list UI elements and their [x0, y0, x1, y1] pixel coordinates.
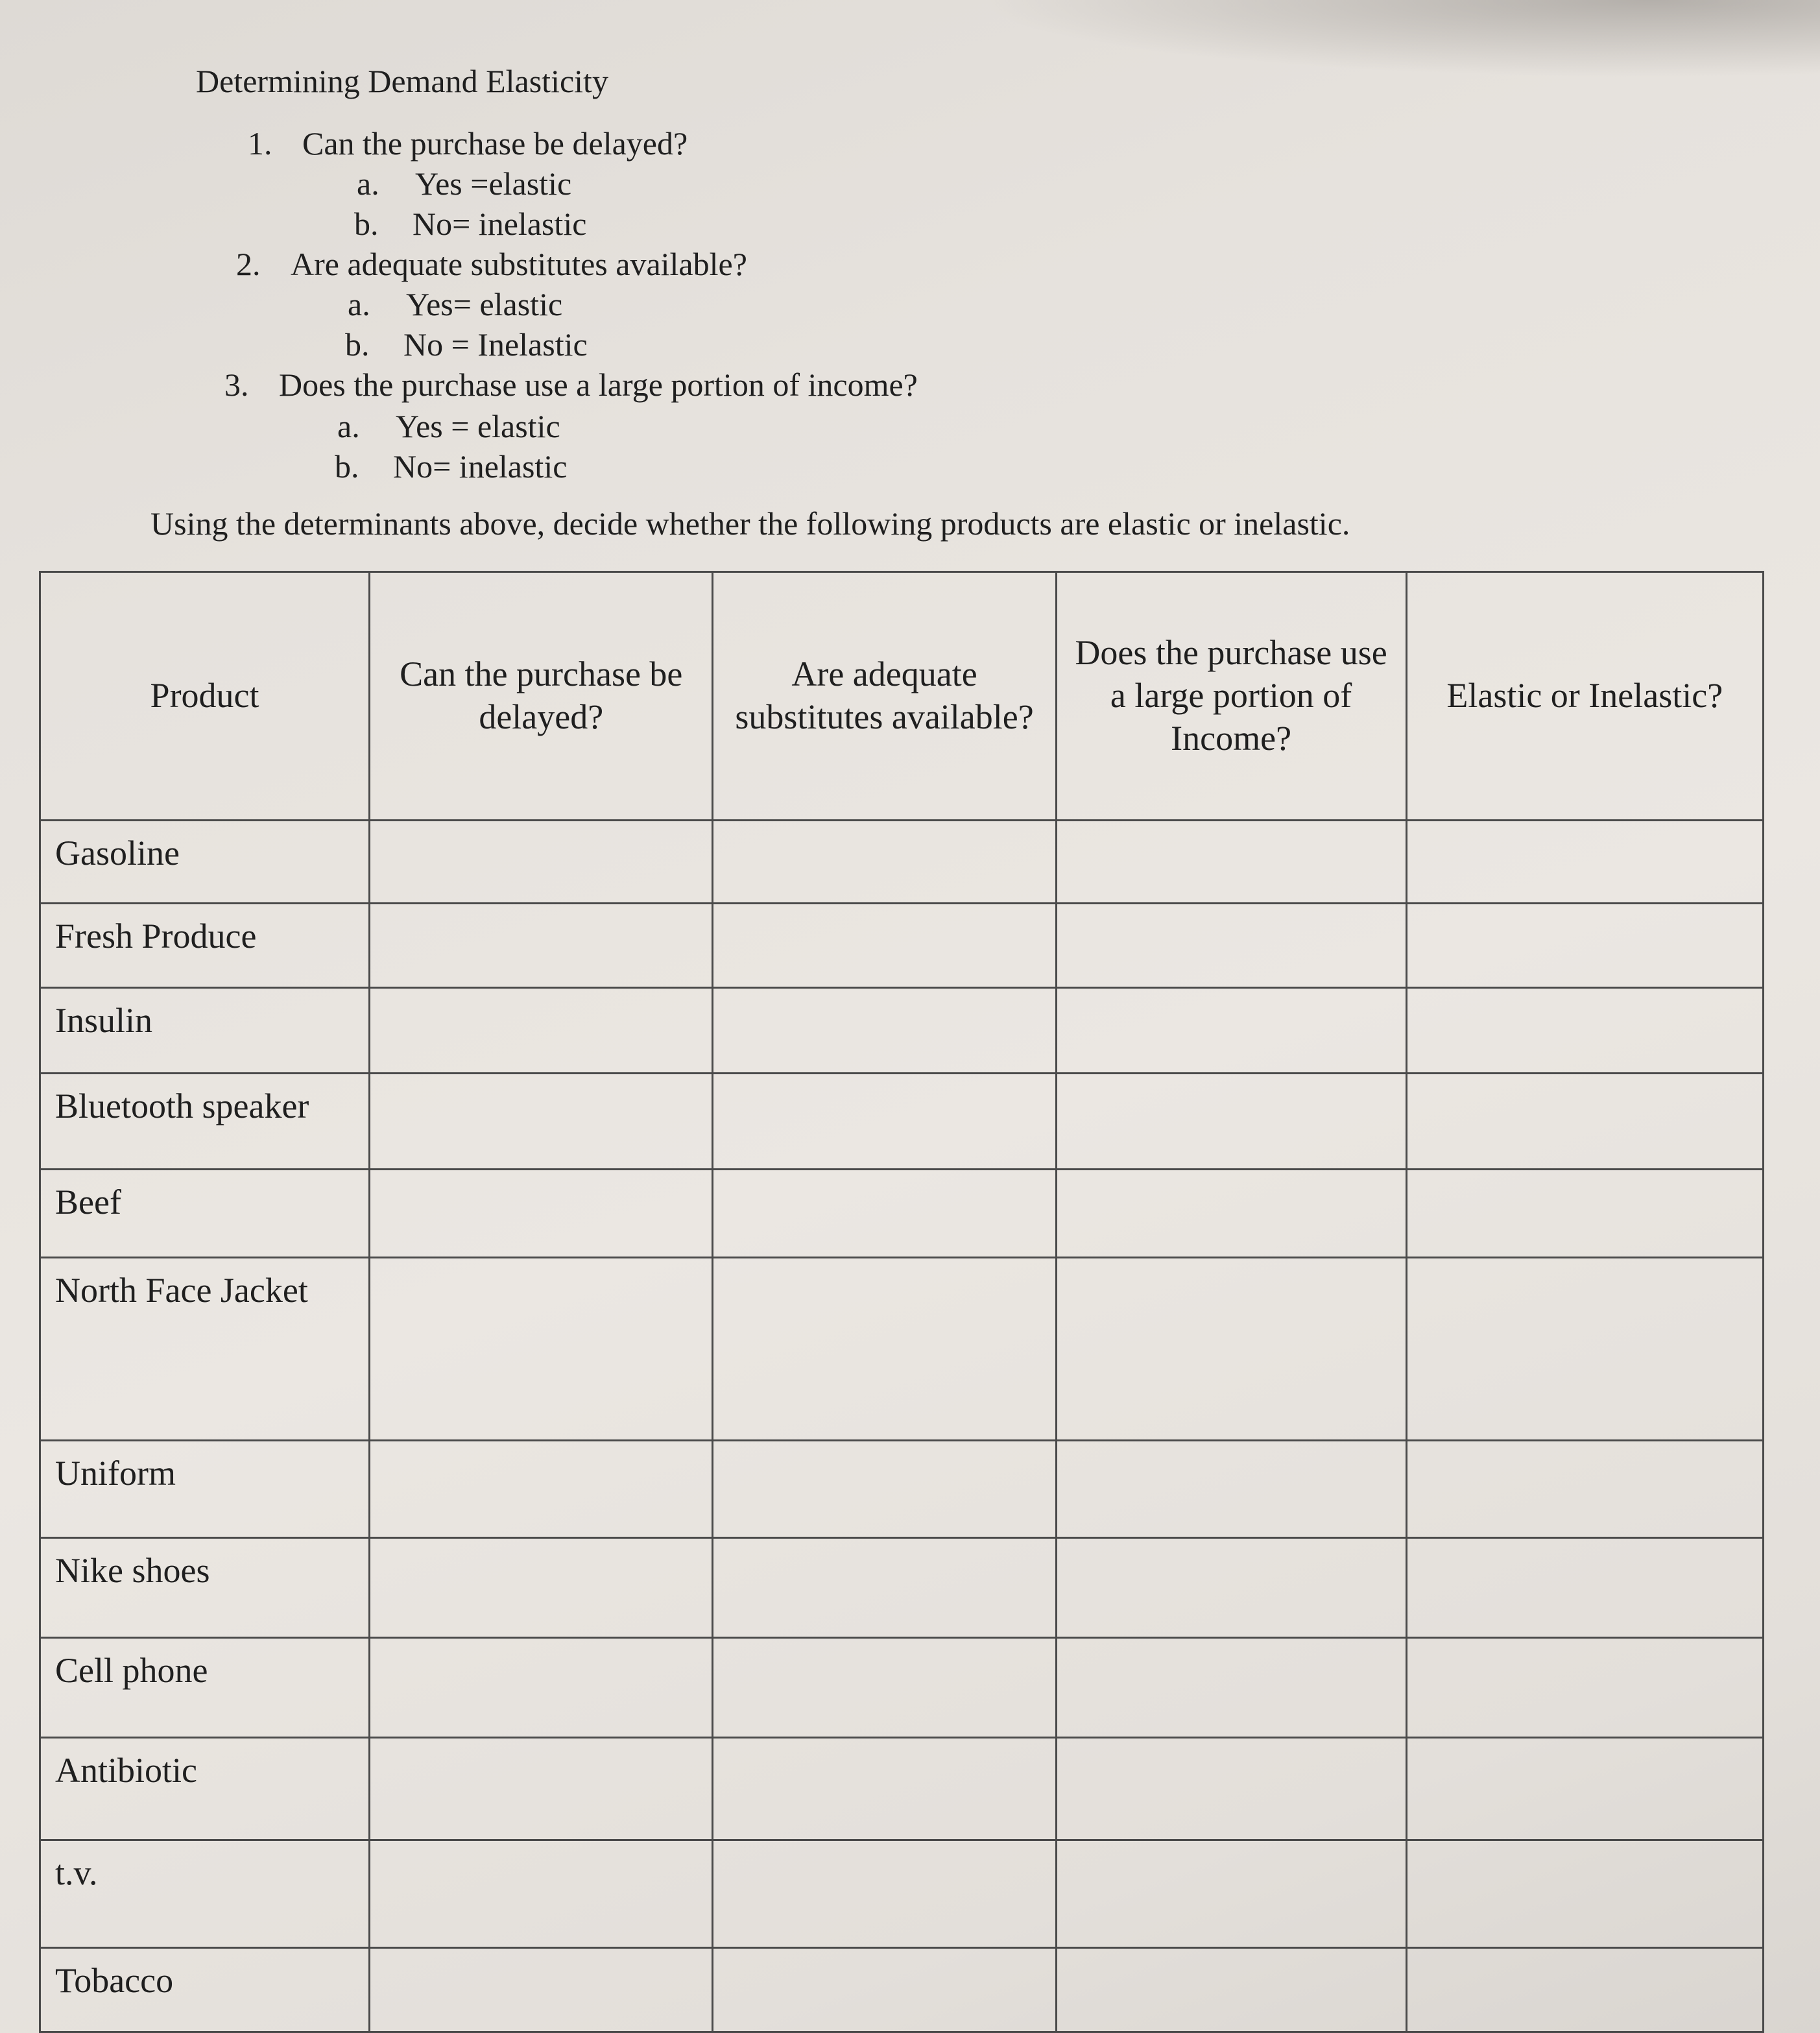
answer-cell[interactable] [1406, 1170, 1763, 1258]
option-letter: b. [335, 448, 359, 485]
answer-cell[interactable] [370, 821, 713, 904]
option-letter: a. [337, 408, 360, 444]
answer-cell[interactable] [1056, 1638, 1406, 1738]
question-1-option-b [354, 205, 586, 243]
answer-cell[interactable] [1056, 1170, 1406, 1258]
answer-cell[interactable] [1406, 1258, 1763, 1441]
answer-cell[interactable] [1056, 1738, 1406, 1840]
option-text: No= inelastic [393, 448, 568, 485]
product-cell: Beef [40, 1170, 370, 1258]
option-letter: b. [354, 206, 379, 242]
table-row [40, 1170, 1764, 1258]
question-text: Can the purchase be delayed? [302, 125, 688, 162]
answer-cell[interactable] [370, 988, 713, 1074]
answer-cell[interactable] [1056, 1538, 1406, 1638]
option-text: Yes= elastic [406, 286, 563, 322]
option-letter: b. [345, 326, 370, 363]
answer-cell[interactable] [1406, 904, 1763, 988]
option-letter: a. [357, 165, 379, 202]
question-2-option-b [345, 326, 588, 363]
answer-cell[interactable] [1406, 1441, 1763, 1538]
product-cell: Tobacco [40, 1948, 370, 2032]
answer-cell[interactable] [713, 1258, 1056, 1441]
product-cell: Insulin [40, 988, 370, 1074]
answer-cell[interactable] [713, 1538, 1056, 1638]
answer-cell[interactable] [370, 1948, 713, 2032]
answer-cell[interactable] [1056, 821, 1406, 904]
question-3 [224, 366, 918, 403]
option-text: No = Inelastic [403, 326, 588, 363]
answer-cell[interactable] [370, 1170, 713, 1258]
question-text: Does the purchase use a large portion of income? [279, 367, 918, 403]
header-product: Product [40, 572, 370, 821]
question-1 [248, 125, 688, 162]
header-delayed: Can the purchase be delayed? [370, 572, 713, 821]
question-number: 2. [236, 246, 261, 282]
table-row [40, 1258, 1764, 1441]
table-row [40, 1441, 1764, 1538]
question-3-option-b [335, 448, 567, 485]
question-3-option-a [337, 407, 560, 445]
answer-cell[interactable] [713, 1948, 1056, 2032]
answer-cell[interactable] [713, 1170, 1056, 1258]
answer-cell[interactable] [713, 1074, 1056, 1170]
question-2 [236, 245, 747, 283]
option-text: No= inelastic [413, 206, 587, 242]
product-cell: Cell phone [40, 1638, 370, 1738]
product-cell: North Face Jacket [40, 1258, 370, 1441]
answer-cell[interactable] [370, 1258, 713, 1441]
answer-cell[interactable] [1406, 1538, 1763, 1638]
answer-cell[interactable] [370, 1074, 713, 1170]
header-elastic: Elastic or Inelastic? [1406, 572, 1763, 821]
answer-cell[interactable] [1056, 1074, 1406, 1170]
answer-cell[interactable] [1056, 904, 1406, 988]
answer-cell[interactable] [1056, 1948, 1406, 2032]
answer-cell[interactable] [1406, 1840, 1763, 1948]
answer-cell[interactable] [370, 904, 713, 988]
page-shadow [977, 0, 1820, 78]
table-row [40, 1948, 1764, 2032]
answer-cell[interactable] [713, 1840, 1056, 1948]
product-cell: Gasoline [40, 821, 370, 904]
table-row [40, 904, 1764, 988]
answer-cell[interactable] [1406, 1738, 1763, 1840]
answer-cell[interactable] [1406, 1948, 1763, 2032]
answer-cell[interactable] [713, 988, 1056, 1074]
elasticity-table [39, 571, 1764, 2033]
table-header-row [40, 572, 1764, 821]
answer-cell[interactable] [1406, 1074, 1763, 1170]
product-cell: Bluetooth speaker [40, 1074, 370, 1170]
answer-cell[interactable] [1056, 1840, 1406, 1948]
answer-cell[interactable] [713, 904, 1056, 988]
answer-cell[interactable] [713, 1441, 1056, 1538]
answer-cell[interactable] [713, 1638, 1056, 1738]
table-row [40, 1840, 1764, 1948]
table-row [40, 1538, 1764, 1638]
answer-cell[interactable] [713, 821, 1056, 904]
product-cell: Fresh Produce [40, 904, 370, 988]
answer-cell[interactable] [713, 1738, 1056, 1840]
answer-cell[interactable] [1406, 821, 1763, 904]
option-text: Yes = elastic [396, 408, 560, 444]
table-row [40, 988, 1764, 1074]
instruction-text: Using the determinants above, decide whether the following products are elastic or inelastic. [150, 505, 1350, 542]
product-cell: Nike shoes [40, 1538, 370, 1638]
header-income: Does the purchase use a large portion of Income? [1056, 572, 1406, 821]
table-row [40, 1638, 1764, 1738]
option-text: Yes =elastic [415, 165, 572, 202]
answer-cell[interactable] [370, 1538, 713, 1638]
option-letter: a. [348, 286, 370, 322]
answer-cell[interactable] [1406, 1638, 1763, 1738]
product-cell: Uniform [40, 1441, 370, 1538]
answer-cell[interactable] [370, 1638, 713, 1738]
table-row [40, 1074, 1764, 1170]
question-number: 3. [224, 367, 249, 403]
answer-cell[interactable] [1056, 1441, 1406, 1538]
answer-cell[interactable] [1056, 1258, 1406, 1441]
product-cell: t.v. [40, 1840, 370, 1948]
worksheet-title: Determining Demand Elasticity [196, 63, 608, 99]
product-cell: Antibiotic [40, 1738, 370, 1840]
question-number: 1. [248, 125, 272, 162]
answer-cell[interactable] [370, 1840, 713, 1948]
header-substitutes: Are adequate substitutes available? [713, 572, 1056, 821]
answer-cell[interactable] [1406, 988, 1763, 1074]
question-1-option-a [357, 165, 571, 202]
answer-cell[interactable] [370, 1738, 713, 1840]
answer-cell[interactable] [1056, 988, 1406, 1074]
question-text: Are adequate substitutes available? [291, 246, 747, 282]
answer-cell[interactable] [370, 1441, 713, 1538]
table-row [40, 821, 1764, 904]
question-2-option-a [348, 285, 562, 323]
table-row [40, 1738, 1764, 1840]
